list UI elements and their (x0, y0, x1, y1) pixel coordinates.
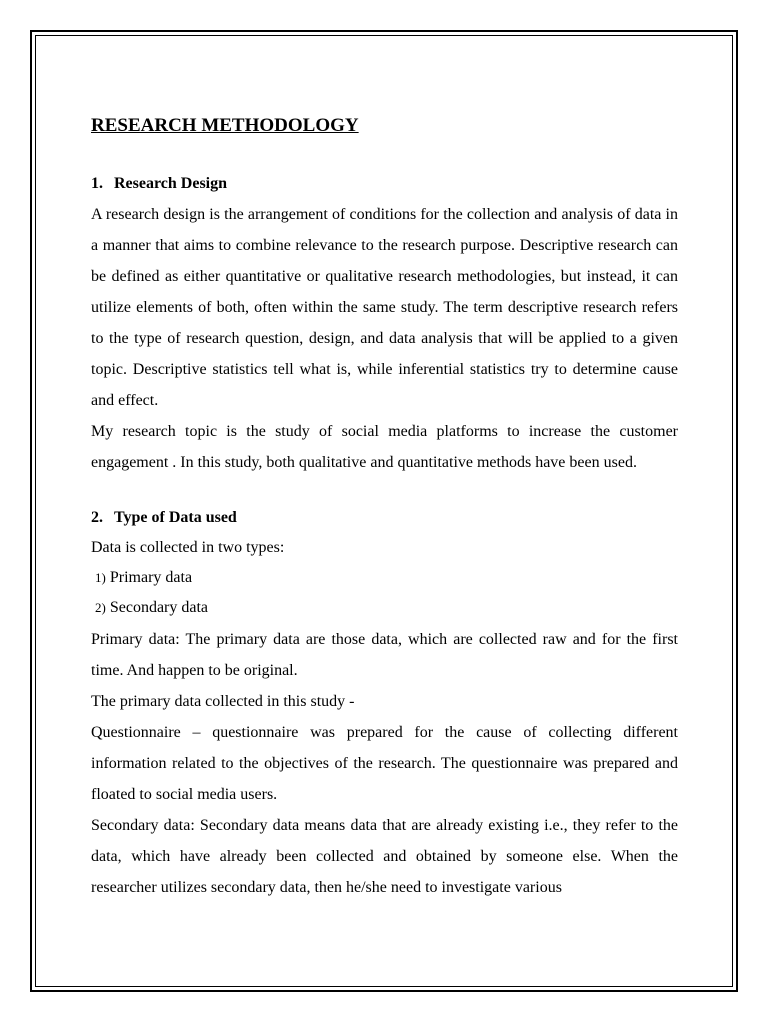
list-marker: 1) (95, 570, 106, 585)
document-body (91, 112, 678, 903)
section-heading-type-of-data (91, 506, 678, 530)
list-item-secondary-data (91, 593, 678, 623)
list-item-text: Primary data (109, 569, 193, 586)
paragraph-research-design: A research design is the arrangement of conditions for the collection and analysis of data in a manner that aims to combine relevance to the research purpose. Descriptive research can be defined as either quantitative or qualitative research methodologies, but instead, it can utilize elements of both, often within the same study. The term descriptive research refers to the type of research question, design, and data analysis that will be applied to a given topic. Descriptive statistics tell what is, while inferential statistics try to determine cause and effect. (91, 206, 678, 409)
paragraph-data-intro: Data is collected in two types: (91, 539, 285, 556)
paragraph-primary-collected: The primary data collected in this study - (91, 693, 355, 710)
section-title: Type of Data used (114, 509, 237, 526)
list-item-text: Secondary data (109, 599, 209, 616)
paragraph-primary-data: Primary data: The primary data are those data, which are collected raw and for the first time. And happen to be original. (91, 631, 678, 679)
section-title: Research Design (114, 175, 228, 192)
section-heading-research-design (91, 172, 678, 196)
paragraph-questionnaire: Questionnaire – questionnaire was prepared for the cause of collecting different information related to the objectives of the research. The questionnaire was prepared and floated to social media users. (91, 724, 678, 803)
document-title: RESEARCH METHODOLOGY (91, 115, 359, 136)
paragraph-research-topic: My research topic is the study of social media platforms to increase the customer engagement . In this study, both qualitative and quantitative methods have been used. (91, 423, 678, 471)
section-number: 1. (91, 175, 103, 192)
list-item-primary-data (91, 563, 678, 593)
list-marker: 2) (95, 600, 106, 615)
paragraph-secondary-data: Secondary data: Secondary data means data that are already existing i.e., they refer to the data, which have already been collected and obtained by someone else. When the researcher utilizes secondary data, then he/she need to investigate various (91, 817, 678, 896)
section-number: 2. (91, 509, 103, 526)
